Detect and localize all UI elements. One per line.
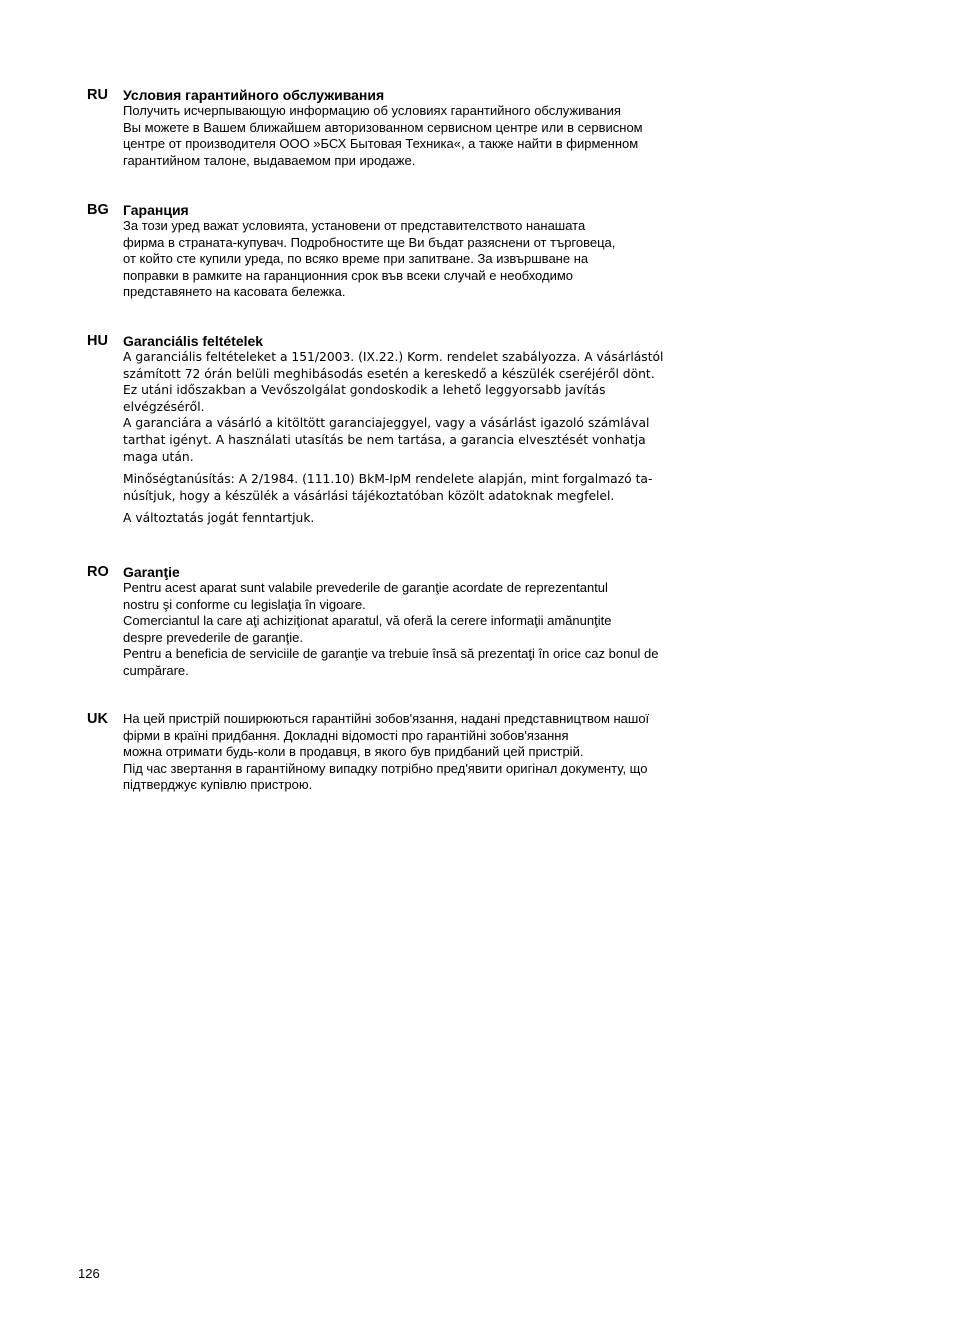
section-hu-title: Garanciális feltételek [123, 333, 264, 349]
text-line: представянето на касовата бележка. [123, 284, 346, 299]
text-line: tarthat igényt. A használati utasítás be nem tartása, a garancia elvesztését vonhatja [123, 432, 646, 447]
language-code-uk: UK [87, 711, 108, 727]
section-hu-note [123, 510, 727, 527]
language-code-ro: RO [87, 564, 109, 580]
text-line: фирма в странатa-купувач. Подробностите ще Ви бъдат разяснени от търговеца, [123, 234, 616, 250]
text-line: можна отримати будь-коли в продавця, в якого був придбаний цей пристрій. [123, 744, 584, 759]
section-hu-content [123, 333, 727, 527]
text-line: számított 72 órán belüli meghibásodás esetén a kereskedő a készülék cseréjéről dönt. [123, 366, 655, 381]
text-line: Получить исчерпывающую информацию об условиях гарантийного обслуживания [123, 103, 621, 118]
text-line: Comerciantul la care aţi achiziţionat aparatul, vă oferă la cerere informaţii amănunţite [123, 613, 612, 628]
language-code-ru: RU [87, 87, 108, 103]
section-ro-content [123, 564, 727, 679]
text-line: A garanciára a vásárló a kitöltött garanciajeggyel, vagy a vásárlást igazoló számlával [123, 416, 650, 431]
text-line: Під час звертання в гарантійному випадку потрібно пред'явити оригінал документу, що [123, 760, 648, 776]
text-line: гарантийном талоне, выдаваемом при иродаже. [123, 152, 416, 168]
section-ru-content [123, 87, 727, 169]
page-number: 126 [78, 1266, 100, 1281]
text-line: Minőségtanúsítás: A 2/1984. (111.10) BkM-IpM rendelete alapján, mint forgalmazó ta- [123, 472, 653, 487]
text-line: nostru şi conforme cu legislaţia în vigoare. [123, 596, 366, 612]
text-line: Ez utáni időszakban a Vevőszolgálat gondoskodik a lehető leggyorsabb javítás [123, 383, 606, 398]
section-bg-content [123, 202, 727, 301]
section-uk-body [123, 711, 727, 794]
section-bg-title: Гаранция [123, 202, 189, 218]
text-line: despre prevederile de garanţie. [123, 629, 303, 645]
text-line: maga után. [123, 449, 194, 464]
section-ro-body [123, 580, 727, 679]
text-line: núsítjuk, hogy a készülék a vásárlási tájékoztatóban közölt adatoknak megfelel. [123, 488, 615, 503]
section-ru-body [123, 103, 727, 169]
text-line: За този уред важат условията, установени от представителството нанашата [123, 218, 586, 233]
section-hu-body [123, 349, 727, 465]
text-line: підтверджує купівлю пристрою. [123, 777, 313, 792]
language-code-hu: HU [87, 333, 108, 349]
text-line: На цей пристрій поширюються гарантійні зобов'язання, надані представництвом нашої [123, 711, 650, 726]
section-ro-title: Garanţie [123, 564, 180, 580]
text-line: Pentru acest aparat sunt valabile prevederile de garanţie acordate de reprezentantul [123, 580, 608, 595]
section-ru-title: Условия гарантийного обслуживания [123, 87, 385, 103]
section-hu-certification [123, 471, 727, 504]
text-line: центре от производителя ООО »БСХ Бытовая Техника«, а также найти в фирменном [123, 136, 639, 151]
section-bg-body [123, 218, 727, 301]
text-line: фірми в країні придбання. Докладні відомості про гарантійні зобов'язання [123, 727, 569, 743]
text-line: cumpărare. [123, 662, 189, 678]
text-line: Вы можете в Вашем ближайшем авторизованном сервисном центре или в сервисном [123, 119, 643, 135]
text-line: от който сте купили уреда, по всяко време при запитване. За извършване на [123, 251, 589, 266]
text-line: A változtatás jogát fenntartjuk. [123, 511, 315, 526]
text-line: elvégzéséről. [123, 399, 205, 414]
section-uk-content [123, 711, 727, 794]
text-line: поправки в рамките на гаранционния срок във всеки случай е необходимо [123, 267, 574, 283]
text-line: Pentru a beneficia de serviciile de garanţie va trebuie însă să prezentaţi în orice caz bonul de [123, 646, 659, 661]
language-code-bg: BG [87, 202, 109, 218]
text-line: A garanciális feltételeket a 151/2003. (IX.22.) Korm. rendelet szabályozza. A vásárlástól [123, 350, 664, 364]
